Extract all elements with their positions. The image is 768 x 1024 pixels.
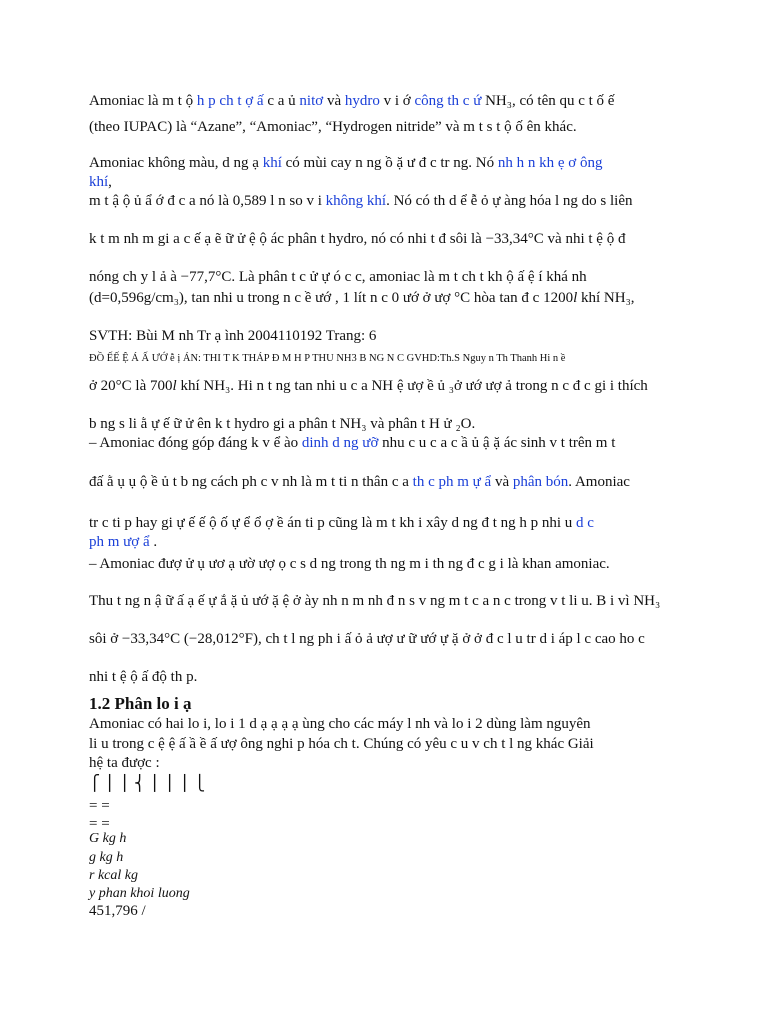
text-run: đấ ằ ụ ụ ộ ề ủ t b ng cách ph c v nh là m t ti n thân c a: [89, 474, 413, 490]
text-line: [89, 289, 689, 308]
text-line: [89, 555, 689, 574]
text-line: [89, 230, 689, 249]
text-run: có mùi cay n ng ồ ặ ư đ c tr ng. Nó: [281, 155, 498, 171]
text-run: ở 20°C là 700: [89, 378, 173, 394]
unit-italic: l: [172, 378, 177, 394]
term-link[interactable]: nitơ: [299, 93, 324, 109]
formula-variable: y phan khoi luong: [89, 886, 190, 901]
text-line: [89, 92, 689, 111]
text-line: [89, 377, 689, 396]
text-run: SVTH: Bùi M nh Tr ạ ình 2004110192 Trang: 6: [89, 328, 377, 344]
term-link[interactable]: nh h n kh ẹ ơ ông: [497, 155, 603, 171]
text-line: [89, 327, 689, 346]
text-line: [89, 533, 689, 552]
text-run: nhi t ệ ộ ấ độ th p.: [89, 669, 198, 685]
text-run: nhu c u c a c ầ ủ ậ ặ ác sinh v t trên m t: [378, 435, 616, 451]
text-line: [89, 668, 689, 687]
text-run: = =: [89, 798, 110, 814]
term-link[interactable]: phân bón: [512, 474, 569, 490]
text-line: [89, 192, 689, 211]
text-run: (d=0,596g/cm₃), tan nhi u trong n c ề ướ , 1 lít n c 0 ướ ở ượ °C hòa tan đ c 1200: [89, 290, 574, 306]
text-run: li u trong c ệ ệ ấ ầ ề ấ ượ ông nghi p hóa ch t. Chúng có yêu c u v ch t l ng khác Giải: [89, 736, 594, 752]
formula-variable: G kg h: [89, 831, 127, 846]
text-run: 451,796 /: [89, 903, 146, 919]
text-run: hệ ta được :: [89, 755, 160, 771]
text-run: nóng ch y l ả à −77,7°C. Là phân t c ử ự ó c c, amoniac là m t ch t kh ộ ấ ệ í khá nh: [89, 269, 587, 285]
text-line: [89, 434, 689, 453]
term-link[interactable]: th c ph m ự ẩ: [412, 474, 492, 490]
text-run: và: [323, 93, 345, 109]
text-line: [89, 715, 689, 734]
text-line: [89, 902, 689, 921]
formula-variable: r kcal kg: [89, 868, 138, 883]
text-line: [89, 775, 689, 794]
text-line: [89, 348, 689, 367]
term-link[interactable]: không khí: [325, 193, 387, 209]
text-line: [89, 592, 689, 611]
text-line: [89, 735, 689, 754]
term-link[interactable]: dinh d ng ưỡ: [301, 435, 379, 451]
term-link[interactable]: khí: [89, 174, 109, 190]
text-run: c a ủ: [263, 93, 300, 109]
text-run: khí NH₃,: [577, 290, 635, 306]
text-line: [89, 848, 689, 867]
text-run: k t m nh m gi a c ế ạ ẽ ữ ử ệ ộ ác phân t hydro, nó có nhi t đ sôi là −33,34°C và nhi t ệ ộ đ: [89, 231, 626, 247]
text-run: m t ậ ộ ủ ẩ ớ đ c a nó là 0,589 l n so v i: [89, 193, 326, 209]
text-run: Amoniac có hai lo i, lo i 1 d ạ ạ ạ ạ ùng cho các máy l nh và lo i 2 dùng làm nguyên: [89, 716, 591, 732]
section-heading: 1.2 Phân lo i ạ: [89, 694, 192, 713]
text-run: NH₃, có tên qu c t ố ế: [481, 93, 615, 109]
text-run: Amoniac là m t ộ: [89, 93, 197, 109]
text-run: – Amoniac đượ ử ụ ươ ạ ườ ượ ọ c s d ng trong th ng m i th ng đ c g i là khan amoniac.: [89, 556, 610, 572]
text-run: sôi ở −33,34°C (−28,012°F), ch t l ng ph i ấ ỏ ả ượ ư ữ ướ ự ặ ở ở đ c l u tr d i áp l c cao ho c: [89, 631, 645, 647]
text-line: [89, 754, 689, 773]
text-line: [89, 173, 689, 192]
text-run: khí NH₃. Hi n t ng tan nhi u c a NH ệ ượ ề ủ ₃ở ướ ượ ả trong n c đ c gi i thích: [176, 378, 648, 394]
text-line: [89, 866, 689, 885]
text-run: b ng s li ằ ự ế ữ ử ên k t hydro gi a phân t NH₃ và phân t H ử ₂O.: [89, 416, 476, 432]
term-link[interactable]: h p ch t ợ ấ: [196, 93, 264, 109]
text-line: [89, 694, 689, 715]
text-line: [89, 473, 689, 492]
text-run: Amoniac không màu, d ng ạ: [89, 155, 263, 171]
term-link[interactable]: d c: [576, 515, 594, 531]
text-run: Thu t ng n ậ ữ ấ ạ ế ự ắ ặ ủ ướ ặ ệ ở ày nh n m nh đ n s v ng m t c a n c trong v t li u. B i vì NH₃: [89, 593, 661, 609]
text-run: v i ớ: [379, 93, 415, 109]
text-line: [89, 118, 689, 137]
text-line: [89, 829, 689, 848]
text-run: ⎧ ⎪ ⎪ ⎨ ⎪ ⎪ ⎪ ⎩: [89, 776, 206, 792]
unit-italic: l: [573, 290, 578, 306]
formula-variable: g kg h: [89, 850, 124, 865]
text-run: và: [491, 474, 513, 490]
term-link[interactable]: ph m ượ ẩ: [89, 534, 150, 550]
text-run: – Amoniac đóng góp đáng k v ể ào: [89, 435, 302, 451]
text-line: [89, 268, 689, 287]
term-link[interactable]: công th c ứ: [414, 93, 482, 109]
term-link[interactable]: khí: [262, 155, 282, 171]
text-line: [89, 154, 689, 173]
text-line: [89, 514, 689, 533]
text-run: tr c ti p hay gi ự ế ế ộ ố ự ể ổ ợ ề án ti p cũng là m t kh i xây d ng đ t ng h p nhi u: [89, 515, 577, 531]
page-header-text: ĐỒ ẾẾ Ệ Á Ấ ƯỚ ễ ị ÁN: THI T K THÁP Đ M H P THU NH3 B NG N C GVHD:Th.S Nguy n Th Thanh Hi n ề: [89, 353, 566, 364]
term-link[interactable]: hydro: [344, 93, 380, 109]
text-run: .: [149, 534, 158, 550]
text-run: . Nó có th d ể ễ ỏ ự àng hóa l ng do s liên: [386, 193, 633, 209]
text-run: ,: [108, 174, 112, 190]
text-line: [89, 415, 689, 434]
text-line: [89, 630, 689, 649]
text-run: (theo IUPAC) là “Azane”, “Amoniac”, “Hydrogen nitride” và m t s t ộ ố ên khác.: [89, 119, 577, 135]
text-run: . Amoniac: [568, 474, 630, 490]
text-run: = =: [89, 816, 110, 832]
text-line: [89, 884, 689, 903]
text-line: [89, 797, 689, 816]
